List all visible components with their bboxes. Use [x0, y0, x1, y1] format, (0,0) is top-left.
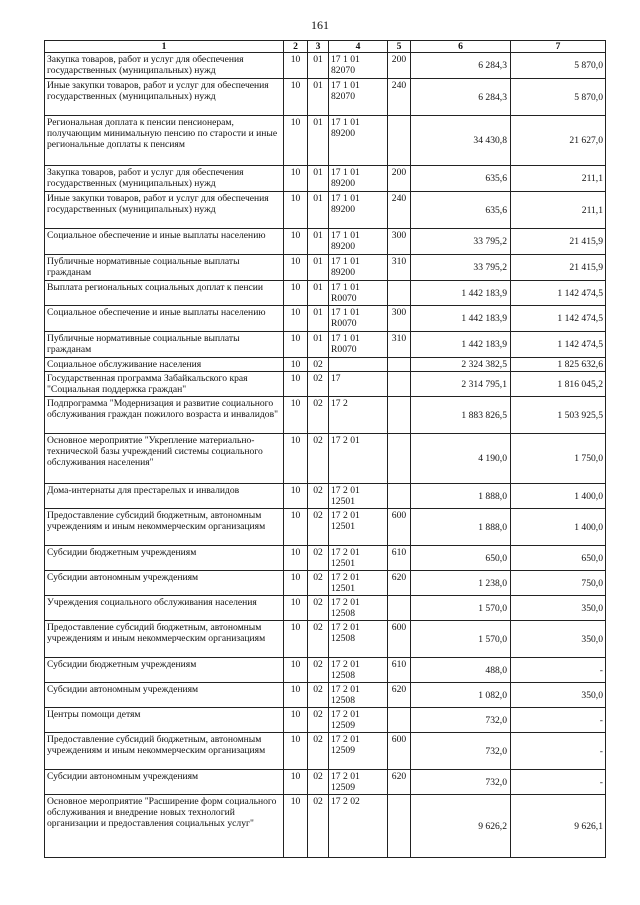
table-row — [45, 733, 606, 770]
subsection-code-cell: 02 — [308, 795, 329, 858]
subsection-code-cell: 02 — [308, 621, 329, 658]
expense-type-cell: 240 — [388, 79, 411, 116]
subsection-code-cell: 02 — [308, 372, 329, 397]
table-row — [45, 255, 606, 281]
section-code-cell: 10 — [284, 596, 308, 621]
expense-type-cell: 600 — [388, 621, 411, 658]
section-code-cell: 10 — [284, 434, 308, 484]
amount-cell-col7: 1 503 925,5 — [511, 397, 606, 434]
subsection-code-cell: 02 — [308, 546, 329, 571]
row-name-cell: Дома-интернаты для престарелых и инвалидов — [45, 484, 284, 509]
target-article-cell: 17 2 01 12501 — [329, 509, 388, 546]
target-article-cell: 17 2 01 12501 — [329, 571, 388, 596]
subsection-code-cell: 02 — [308, 484, 329, 509]
column-header: 3 — [308, 41, 329, 53]
section-code-cell: 10 — [284, 53, 308, 79]
target-article-cell: 17 2 01 — [329, 434, 388, 484]
table-row — [45, 658, 606, 683]
amount-cell-col6: 2 314 795,1 — [411, 372, 511, 397]
amount-cell-col6: 650,0 — [411, 546, 511, 571]
amount-cell-col6: 1 888,0 — [411, 509, 511, 546]
amount-cell-col7: 1 825 632,6 — [511, 358, 606, 372]
amount-cell-col7: 211,1 — [511, 192, 606, 229]
table-body — [45, 53, 606, 858]
table-header-row — [45, 41, 606, 53]
section-code-cell: 10 — [284, 358, 308, 372]
table-row — [45, 306, 606, 332]
row-name-cell: Публичные нормативные социальные выплаты гражданам — [45, 255, 284, 281]
row-name-cell: Региональная доплата к пенсии пенсионерам, получающим минимальную пенсию по старости и иные региональные доплаты к пенсиям — [45, 116, 284, 166]
amount-cell-col7: 1 142 474,5 — [511, 281, 606, 306]
amount-cell-col7: 21 627,0 — [511, 116, 606, 166]
target-article-cell: 17 2 01 12508 — [329, 683, 388, 708]
target-article-cell: 17 2 01 12501 — [329, 484, 388, 509]
column-header: 2 — [284, 41, 308, 53]
amount-cell-col6: 635,6 — [411, 166, 511, 192]
subsection-code-cell: 02 — [308, 509, 329, 546]
row-name-cell: Подпрограмма "Модернизация и развитие социального обслуживания граждан пожилого возраста и инвалидов" — [45, 397, 284, 434]
table-row — [45, 79, 606, 116]
target-article-cell: 17 2 01 12509 — [329, 733, 388, 770]
expense-type-cell — [388, 281, 411, 306]
column-header: 1 — [45, 41, 284, 53]
table-row — [45, 372, 606, 397]
section-code-cell: 10 — [284, 546, 308, 571]
amount-cell-col7: 650,0 — [511, 546, 606, 571]
amount-cell-col6: 1 888,0 — [411, 484, 511, 509]
section-code-cell: 10 — [284, 509, 308, 546]
section-code-cell: 10 — [284, 683, 308, 708]
subsection-code-cell: 02 — [308, 397, 329, 434]
target-article-cell: 17 1 01 R0070 — [329, 332, 388, 358]
subsection-code-cell: 01 — [308, 332, 329, 358]
amount-cell-col7: 350,0 — [511, 596, 606, 621]
expense-type-cell — [388, 116, 411, 166]
expense-type-cell: 310 — [388, 332, 411, 358]
section-code-cell: 10 — [284, 733, 308, 770]
row-name-cell: Субсидии бюджетным учреждениям — [45, 546, 284, 571]
row-name-cell: Социальное обеспечение и иные выплаты населению — [45, 229, 284, 255]
target-article-cell: 17 — [329, 372, 388, 397]
expense-type-cell: 200 — [388, 166, 411, 192]
section-code-cell: 10 — [284, 571, 308, 596]
row-name-cell: Учреждения социального обслуживания населения — [45, 596, 284, 621]
amount-cell-col6: 635,6 — [411, 192, 511, 229]
amount-cell-col7: 21 415,9 — [511, 255, 606, 281]
amount-cell-col7: 350,0 — [511, 621, 606, 658]
subsection-code-cell: 02 — [308, 358, 329, 372]
column-header: 6 — [411, 41, 511, 53]
subsection-code-cell: 02 — [308, 571, 329, 596]
subsection-code-cell: 01 — [308, 192, 329, 229]
subsection-code-cell: 01 — [308, 116, 329, 166]
section-code-cell: 10 — [284, 770, 308, 795]
column-header: 7 — [511, 41, 606, 53]
table-row — [45, 621, 606, 658]
table-row — [45, 484, 606, 509]
row-name-cell: Предоставление субсидий бюджетным, автономным учреждениям и иным некоммерческим организациям — [45, 621, 284, 658]
target-article-cell: 17 2 01 12509 — [329, 770, 388, 795]
amount-cell-col6: 1 883 826,5 — [411, 397, 511, 434]
section-code-cell: 10 — [284, 795, 308, 858]
target-article-cell: 17 1 01 82070 — [329, 53, 388, 79]
target-article-cell: 17 1 01 R0070 — [329, 306, 388, 332]
expense-type-cell: 600 — [388, 509, 411, 546]
expense-type-cell — [388, 397, 411, 434]
amount-cell-col6: 9 626,2 — [411, 795, 511, 858]
row-name-cell: Основное мероприятие "Расширение форм социального обслуживания и внедрение новых технологий организации и предоставления социальных услуг" — [45, 795, 284, 858]
amount-cell-col7: 350,0 — [511, 683, 606, 708]
amount-cell-col7: 1 400,0 — [511, 484, 606, 509]
section-code-cell: 10 — [284, 229, 308, 255]
expense-type-cell: 610 — [388, 546, 411, 571]
expense-type-cell — [388, 596, 411, 621]
subsection-code-cell: 02 — [308, 733, 329, 770]
table-row — [45, 116, 606, 166]
target-article-cell: 17 2 01 12508 — [329, 621, 388, 658]
table-row — [45, 397, 606, 434]
amount-cell-col6: 732,0 — [411, 770, 511, 795]
expense-type-cell: 620 — [388, 571, 411, 596]
amount-cell-col7: - — [511, 658, 606, 683]
amount-cell-col6: 4 190,0 — [411, 434, 511, 484]
amount-cell-col6: 34 430,8 — [411, 116, 511, 166]
amount-cell-col7: 5 870,0 — [511, 53, 606, 79]
amount-cell-col7: 9 626,1 — [511, 795, 606, 858]
column-header: 5 — [388, 41, 411, 53]
amount-cell-col6: 488,0 — [411, 658, 511, 683]
expense-type-cell: 300 — [388, 229, 411, 255]
target-article-cell: 17 1 01 82070 — [329, 79, 388, 116]
subsection-code-cell: 01 — [308, 166, 329, 192]
amount-cell-col7: 5 870,0 — [511, 79, 606, 116]
expense-type-cell: 300 — [388, 306, 411, 332]
target-article-cell: 17 1 01 89200 — [329, 192, 388, 229]
section-code-cell: 10 — [284, 621, 308, 658]
row-name-cell: Социальное обеспечение и иные выплаты населению — [45, 306, 284, 332]
amount-cell-col7: 1 142 474,5 — [511, 306, 606, 332]
target-article-cell: 17 1 01 R0070 — [329, 281, 388, 306]
expense-type-cell — [388, 708, 411, 733]
amount-cell-col7: 1 750,0 — [511, 434, 606, 484]
expense-type-cell — [388, 372, 411, 397]
expense-type-cell: 610 — [388, 658, 411, 683]
row-name-cell: Субсидии автономным учреждениям — [45, 571, 284, 596]
subsection-code-cell: 01 — [308, 79, 329, 116]
amount-cell-col6: 1 238,0 — [411, 571, 511, 596]
row-name-cell: Центры помощи детям — [45, 708, 284, 733]
expense-type-cell: 240 — [388, 192, 411, 229]
expense-type-cell — [388, 358, 411, 372]
page-number: 161 — [311, 18, 329, 32]
row-name-cell: Иные закупки товаров, работ и услуг для обеспечения государственных (муниципальных) нужд — [45, 192, 284, 229]
row-name-cell: Субсидии автономным учреждениям — [45, 683, 284, 708]
amount-cell-col6: 6 284,3 — [411, 53, 511, 79]
row-name-cell: Субсидии бюджетным учреждениям — [45, 658, 284, 683]
subsection-code-cell: 02 — [308, 596, 329, 621]
subsection-code-cell: 02 — [308, 434, 329, 484]
subsection-code-cell: 01 — [308, 53, 329, 79]
amount-cell-col6: 33 795,2 — [411, 255, 511, 281]
target-article-cell: 17 2 02 — [329, 795, 388, 858]
expense-type-cell: 310 — [388, 255, 411, 281]
table-row — [45, 229, 606, 255]
expense-type-cell: 600 — [388, 733, 411, 770]
row-name-cell: Закупка товаров, работ и услуг для обеспечения государственных (муниципальных) нужд — [45, 53, 284, 79]
amount-cell-col6: 1 442 183,9 — [411, 281, 511, 306]
section-code-cell: 10 — [284, 306, 308, 332]
target-article-cell — [329, 358, 388, 372]
expense-type-cell — [388, 484, 411, 509]
target-article-cell: 17 2 — [329, 397, 388, 434]
column-header: 4 — [329, 41, 388, 53]
amount-cell-col6: 2 324 382,5 — [411, 358, 511, 372]
subsection-code-cell: 01 — [308, 281, 329, 306]
amount-cell-col6: 1 570,0 — [411, 596, 511, 621]
section-code-cell: 10 — [284, 397, 308, 434]
subsection-code-cell: 02 — [308, 658, 329, 683]
amount-cell-col7: 1 142 474,5 — [511, 332, 606, 358]
target-article-cell: 17 1 01 89200 — [329, 116, 388, 166]
table-row — [45, 281, 606, 306]
section-code-cell: 10 — [284, 192, 308, 229]
amount-cell-col6: 33 795,2 — [411, 229, 511, 255]
table-row — [45, 509, 606, 546]
subsection-code-cell: 02 — [308, 708, 329, 733]
section-code-cell: 10 — [284, 166, 308, 192]
table-row — [45, 795, 606, 858]
amount-cell-col7: - — [511, 708, 606, 733]
table-row — [45, 596, 606, 621]
section-code-cell: 10 — [284, 255, 308, 281]
section-code-cell: 10 — [284, 116, 308, 166]
row-name-cell: Закупка товаров, работ и услуг для обеспечения государственных (муниципальных) нужд — [45, 166, 284, 192]
row-name-cell: Социальное обслуживание населения — [45, 358, 284, 372]
amount-cell-col7: 211,1 — [511, 166, 606, 192]
target-article-cell: 17 1 01 89200 — [329, 255, 388, 281]
expense-type-cell — [388, 434, 411, 484]
amount-cell-col6: 1 570,0 — [411, 621, 511, 658]
row-name-cell: Предоставление субсидий бюджетным, автономным учреждениям и иным некоммерческим организациям — [45, 733, 284, 770]
target-article-cell: 17 2 01 12509 — [329, 708, 388, 733]
table-row — [45, 166, 606, 192]
subsection-code-cell: 01 — [308, 229, 329, 255]
row-name-cell: Предоставление субсидий бюджетным, автономным учреждениям и иным некоммерческим организациям — [45, 509, 284, 546]
amount-cell-col7: 750,0 — [511, 571, 606, 596]
amount-cell-col7: 21 415,9 — [511, 229, 606, 255]
amount-cell-col7: - — [511, 733, 606, 770]
amount-cell-col6: 732,0 — [411, 708, 511, 733]
subsection-code-cell: 01 — [308, 255, 329, 281]
table-row — [45, 53, 606, 79]
budget-table — [44, 40, 606, 858]
row-name-cell: Выплата региональных социальных доплат к пенсии — [45, 281, 284, 306]
section-code-cell: 10 — [284, 708, 308, 733]
table-row — [45, 332, 606, 358]
row-name-cell: Публичные нормативные социальные выплаты гражданам — [45, 332, 284, 358]
expense-type-cell: 620 — [388, 683, 411, 708]
amount-cell-col6: 1 442 183,9 — [411, 332, 511, 358]
target-article-cell: 17 2 01 12501 — [329, 546, 388, 571]
row-name-cell: Субсидии автономным учреждениям — [45, 770, 284, 795]
target-article-cell: 17 2 01 12508 — [329, 596, 388, 621]
subsection-code-cell: 01 — [308, 306, 329, 332]
target-article-cell: 17 1 01 89200 — [329, 229, 388, 255]
table-row — [45, 770, 606, 795]
target-article-cell: 17 1 01 89200 — [329, 166, 388, 192]
table-row — [45, 683, 606, 708]
table-row — [45, 192, 606, 229]
table-row — [45, 546, 606, 571]
table-row — [45, 571, 606, 596]
section-code-cell: 10 — [284, 79, 308, 116]
table-row — [45, 434, 606, 484]
row-name-cell: Основное мероприятие "Укрепление материально-технической базы учреждений системы социального обслуживания населения" — [45, 434, 284, 484]
target-article-cell: 17 2 01 12508 — [329, 658, 388, 683]
amount-cell-col6: 732,0 — [411, 733, 511, 770]
subsection-code-cell: 02 — [308, 770, 329, 795]
amount-cell-col6: 1 442 183,9 — [411, 306, 511, 332]
amount-cell-col6: 6 284,3 — [411, 79, 511, 116]
section-code-cell: 10 — [284, 332, 308, 358]
subsection-code-cell: 02 — [308, 683, 329, 708]
amount-cell-col7: - — [511, 770, 606, 795]
row-name-cell: Государственная программа Забайкальского края "Социальная поддержка граждан" — [45, 372, 284, 397]
section-code-cell: 10 — [284, 484, 308, 509]
row-name-cell: Иные закупки товаров, работ и услуг для обеспечения государственных (муниципальных) нужд — [45, 79, 284, 116]
amount-cell-col7: 1 400,0 — [511, 509, 606, 546]
amount-cell-col7: 1 816 045,2 — [511, 372, 606, 397]
expense-type-cell — [388, 795, 411, 858]
expense-type-cell: 620 — [388, 770, 411, 795]
section-code-cell: 10 — [284, 658, 308, 683]
table-row — [45, 358, 606, 372]
amount-cell-col6: 1 082,0 — [411, 683, 511, 708]
expense-type-cell: 200 — [388, 53, 411, 79]
section-code-cell: 10 — [284, 281, 308, 306]
table-row — [45, 708, 606, 733]
section-code-cell: 10 — [284, 372, 308, 397]
